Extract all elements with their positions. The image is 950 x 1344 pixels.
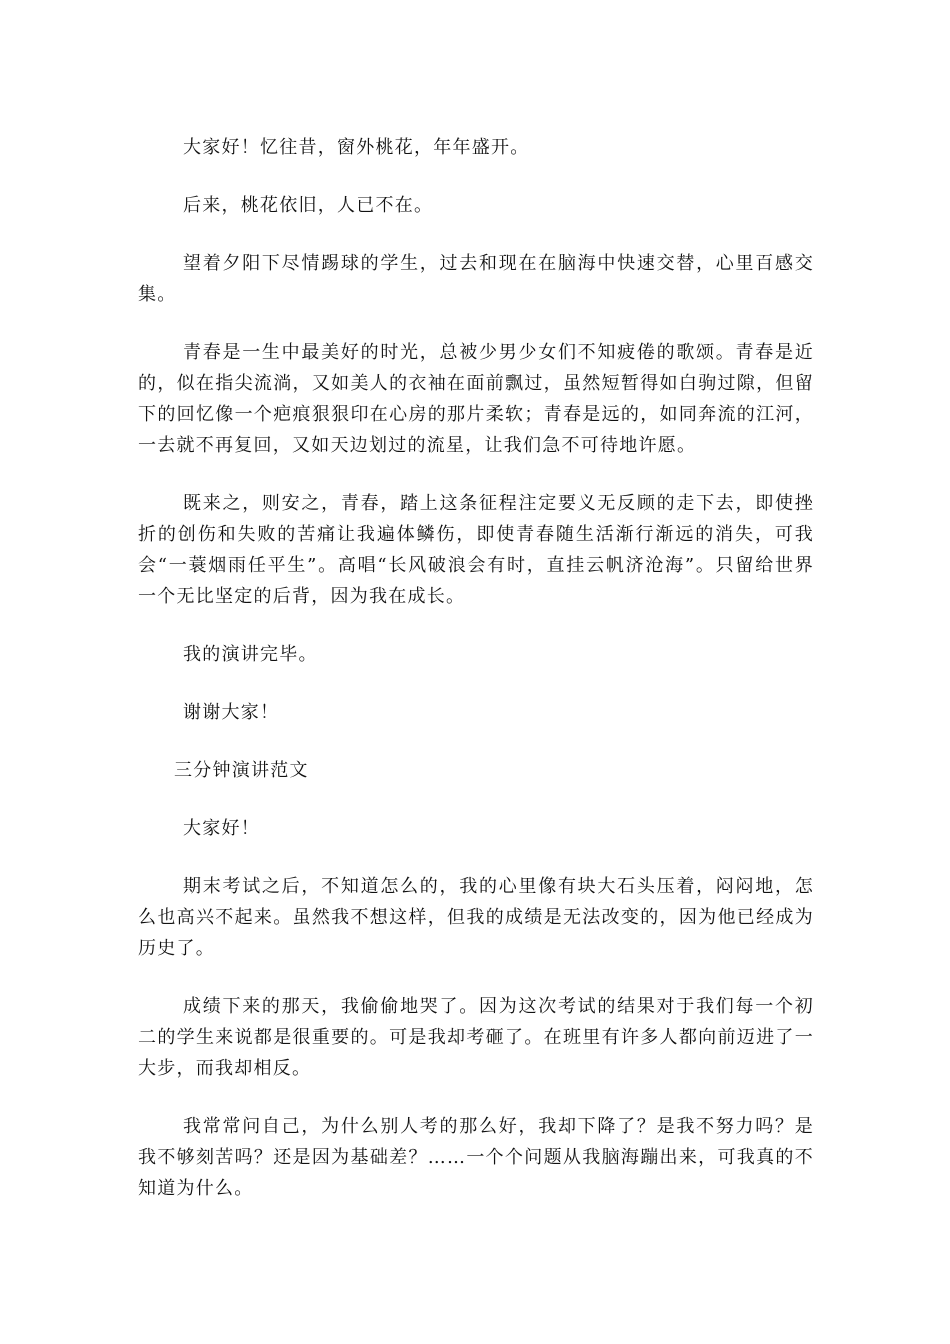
paragraph-speech-end: 我的演讲完毕。 <box>183 644 318 665</box>
paragraph-questions: 我常常问自己，为什么别人考的那么好，我却下降了？是我不努力吗？是我不够刻苦吗？还是因为基础差？……一个个问题从我脑海蹦出来，可我真的不知道为什么。 <box>138 1116 814 1199</box>
paragraph-greeting-2: 大家好！ <box>183 818 260 839</box>
paragraph-sunset: 望着夕阳下尽情踢球的学生，过去和现在在脑海中快速交替，心里百感交集。 <box>138 253 814 305</box>
paragraph-thanks: 谢谢大家！ <box>183 702 280 723</box>
paragraph-peach-blossom: 后来，桃花依旧，人已不在。 <box>183 195 434 216</box>
section-title: 三分钟演讲范文 <box>174 760 309 781</box>
paragraph-growth: 既来之，则安之，青春，踏上这条征程注定要义无反顾的走下去，即使挫折的创伤和失败的苦痛让我遍体鳞伤，即使青春随生活渐行渐远的消失，可我会“一蓑烟雨任平生”。高唱“长风破浪会有时，直挂云帆济沧海”。只留给世界一个无比坚定的后背，因为我在成长。 <box>138 493 814 607</box>
paragraph-results: 成绩下来的那天，我偷偷地哭了。因为这次考试的结果对于我们每一个初二的学生来说都是很重要的。可是我却考砸了。在班里有许多人都向前迈进了一大步，而我却相反。 <box>138 996 814 1079</box>
paragraph-exam: 期末考试之后，不知道怎么的，我的心里像有块大石头压着，闷闷地，怎么也高兴不起来。虽然我不想这样，但我的成绩是无法改变的，因为他已经成为历史了。 <box>138 876 814 959</box>
paragraph-greeting: 大家好！忆往昔，窗外桃花，年年盛开。 <box>183 137 530 158</box>
paragraph-youth: 青春是一生中最美好的时光，总被少男少女们不知疲倦的歌颂。青春是近的，似在指尖流淌，又如美人的衣袖在面前飘过，虽然短暂得如白驹过隙，但留下的回忆像一个疤痕狠狠印在心房的那片柔软；青春是远的，如同奔流的江河，一去就不再复回，又如天边划过的流星，让我们急不可待地许愿。 <box>138 342 814 456</box>
document-body <box>138 132 814 1231</box>
